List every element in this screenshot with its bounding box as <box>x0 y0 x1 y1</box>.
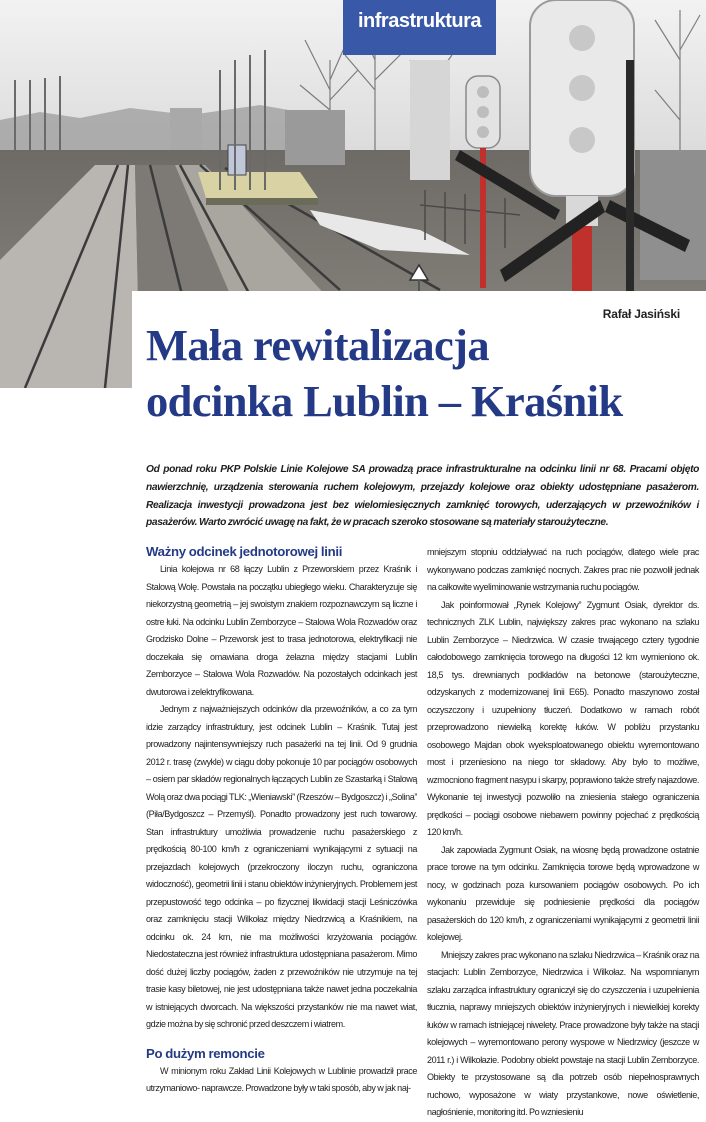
headline-panel <box>132 291 706 439</box>
title-line-1: Mała rewitalizacja <box>146 320 490 370</box>
title-line-2: odcinka Lublin – Kraśnik <box>146 376 623 426</box>
section-heading: Po dużym remoncie <box>146 1045 265 1061</box>
left-column <box>146 542 417 1098</box>
body-paragraph: Jednym z najważniejszych odcinków dla przewoźników, a co za tym idzie zarządcy infrastruktury, jest odcinek Lublin – Kraśnik. Tutaj jest prowadzony najintensywniejszy ruch pasażerki na tej linii. Od 9 grudnia 2012 r. trasę (zwykle) w ciągu doby pokonuje 10 par pociągów osobowych – osiem par składów regionalnych łączących Lublin ze Szastarką i Stalową Wolą oraz dwa pociągi TLK: „Wieniawski” (Rzeszów – Bydgoszcz) i „Solina” (Piła/Bydgoszcz – Przemyśl). Ponadto prowadzony jest ruch towarowy. Stan infrastruktury umożliwia prowadzenie ruchu pasażerskiego z prędkością 80-100 km/h z ograniczeniami wynikającymi z sytuacji na przejazdach kolejowych (przekroczony iloczyn ruchu, ograniczona widoczność), geometrii linii i stanu obiektów inżynieryjnych. Problemem jest przepustowość tego odcinka – po fizycznej likwidacji stacji Leśniczówka oraz zamknięciu stacji Wilkołaz między Niedrzwicą a Kraśnikiem, na odcinku ok. 24 km, nie ma możliwości krzyżowania pociągów. Niedostateczna jest również infrastruktura udostępniana pasażerom. Mimo dość dużej liczby pociągów, żaden z przewoźników nie utrzymuje na tej trasie kasy biletowej, nie jest udostępniana także nawet jedna poczekalnia w istniejących dworcach. Na większości przystanków nie ma nawet wiat, gdzie można by się schronić przed deszczem i wiatrem. <box>146 704 417 1029</box>
body-paragraph: W minionym roku Zakład Linii Kolejowych w Lublinie prowadził prace utrzymaniowo- naprawcze. Prowadzone były w taki sposób, aby w jak naj- <box>146 1065 417 1093</box>
right-column <box>427 544 699 1122</box>
section-tag: infrastruktura <box>343 0 496 55</box>
body-paragraph: Mniejszy zakres prac wykonano na szlaku Niedrzwica – Kraśnik oraz na stacjach: Lublin Zemborzyce, Niedrzwica i Wilkołaz. Na wspomnianym szlaku zarządca infrastruktury ograniczył się do czyszczenia i uzupełnienia tłucznia, naprawy mniejszych obiektów inżynieryjnych i niewielkiej korekty łuków w ramach istniejącej niwelety. Prace prowadzone były także na stacji kolejowych – wyremontowano perony wyspowe w Niedrzwicy (jeszcze w 2011 r.) i Wilkołazie. Podobny obiekt powstaje na stacji Lublin Zemborzyce. Obiekty te przystosowane są dla potrzeb osób niepełnosprawnych ruchowo, wyposażone w wiaty przystankowe, nowe oświetlenie, nagłośnienie, monitoring itd. Po wzniesieniu <box>427 949 699 1117</box>
lead-paragraph: Od ponad roku PKP Polskie Linie Kolejowe SA prowadzą prace infrastrukturalne na odcinku linii nr 68. Pracami objęto nawierzchnię, urządzenia sterowania ruchem kolejowym, przejazdy kolejowe oraz obiekty udostępniane pasażerom. Realizacja inwestycji prowadzona jest bez wielomiesięcznych zamknięć torowych, uderzających w przewoźników i pasażerów. Warto zwrócić uwagę na fakt, że w pracach szeroko stosowane są materiały staroużyteczne. <box>146 464 699 529</box>
body-paragraph: Linia kolejowa nr 68 łączy Lublin z Przeworskiem przez Kraśnik i Stalową Wolę. Powstała na początku ubiegłego wieku. Charakteryzuje się niekorzystną geometrią – jej swoistym znakiem rozpoznawczym są liczne i ostre łuki. Na odcinku Lublin Zemborzyce – Stalowa Wola Rozwadów oraz Grodzisko Dolne – Przeworsk jest to trasa jednotorowa, elektryfikacji nie doczekała się omawiana droga żelazna między stacjami Lublin Zemborzyce – Stalowa Wola Rozwadów. Na pozostałych odcinkach jest dwutorowa i zelektryfikowana. <box>146 564 417 697</box>
body-paragraph: Jak zapowiada Zygmunt Osiak, na wiosnę będą prowadzone ostatnie prace torowe na tym odcinku. Zamknięcia torowe będą wprowadzone w nocy, w godzinach poza kursowaniem pociągów osobowych. Po ich wykonaniu przewiduje się podniesienie prędkości dla pociągów pasażerskich do 120 km/h, z ograniczeniami wynikającymi z geometrii linii kolejowej. <box>427 844 699 942</box>
section-heading: Ważny odcinek jednotorowej linii <box>146 544 343 559</box>
author-name: Rafał Jasiński <box>602 307 680 321</box>
body-paragraph: Jak poinformował „Rynek Kolejowy” Zygmunt Osiak, dyrektor ds. technicznych ZLK Lublin, największy zakres prac wykonano na szlaku Lublin Zemborzyce – Niedrzwica. W czasie trwającego cztery tygodnie całodobowego zamknięcia torowego na długości 12 km wymieniono ok. 18,5 tys. drewnianych podkładów na betonowe (staroużyteczne, odzyskanych z modernizowanej linii E65). Ponadto maszynowo został oczyszczony i uzupełniony tłuczeń. Dodatkowo w ramach robót przeprowadzono niewielką korektę łuków. W pobliżu przystanku osobowego Majdan obok wyeksploatowanego obiektu wyremontowano most i przeniesiono na niego tor składowy. Aby było to możliwe, wzmocniono fragment nasypu i skarpy, poprawiono także strefy najazdowe. Wykonanie tej inwestycji pozwoliło na zniesienia stałego ograniczenia prędkości – pociągi osobowe niebawem powinny pojechać z prędkością 120 km/h. <box>427 599 699 837</box>
body-paragraph: mniejszym stopniu oddziaływać na ruch pociągów, dlatego wiele prac wykonywano podczas zamknięć nocnych. Zakres prac nie pozwolił jednak na całkowite wyeliminowanie wstrzymania ruchu pociągów. <box>427 547 699 592</box>
article-title <box>146 317 623 429</box>
